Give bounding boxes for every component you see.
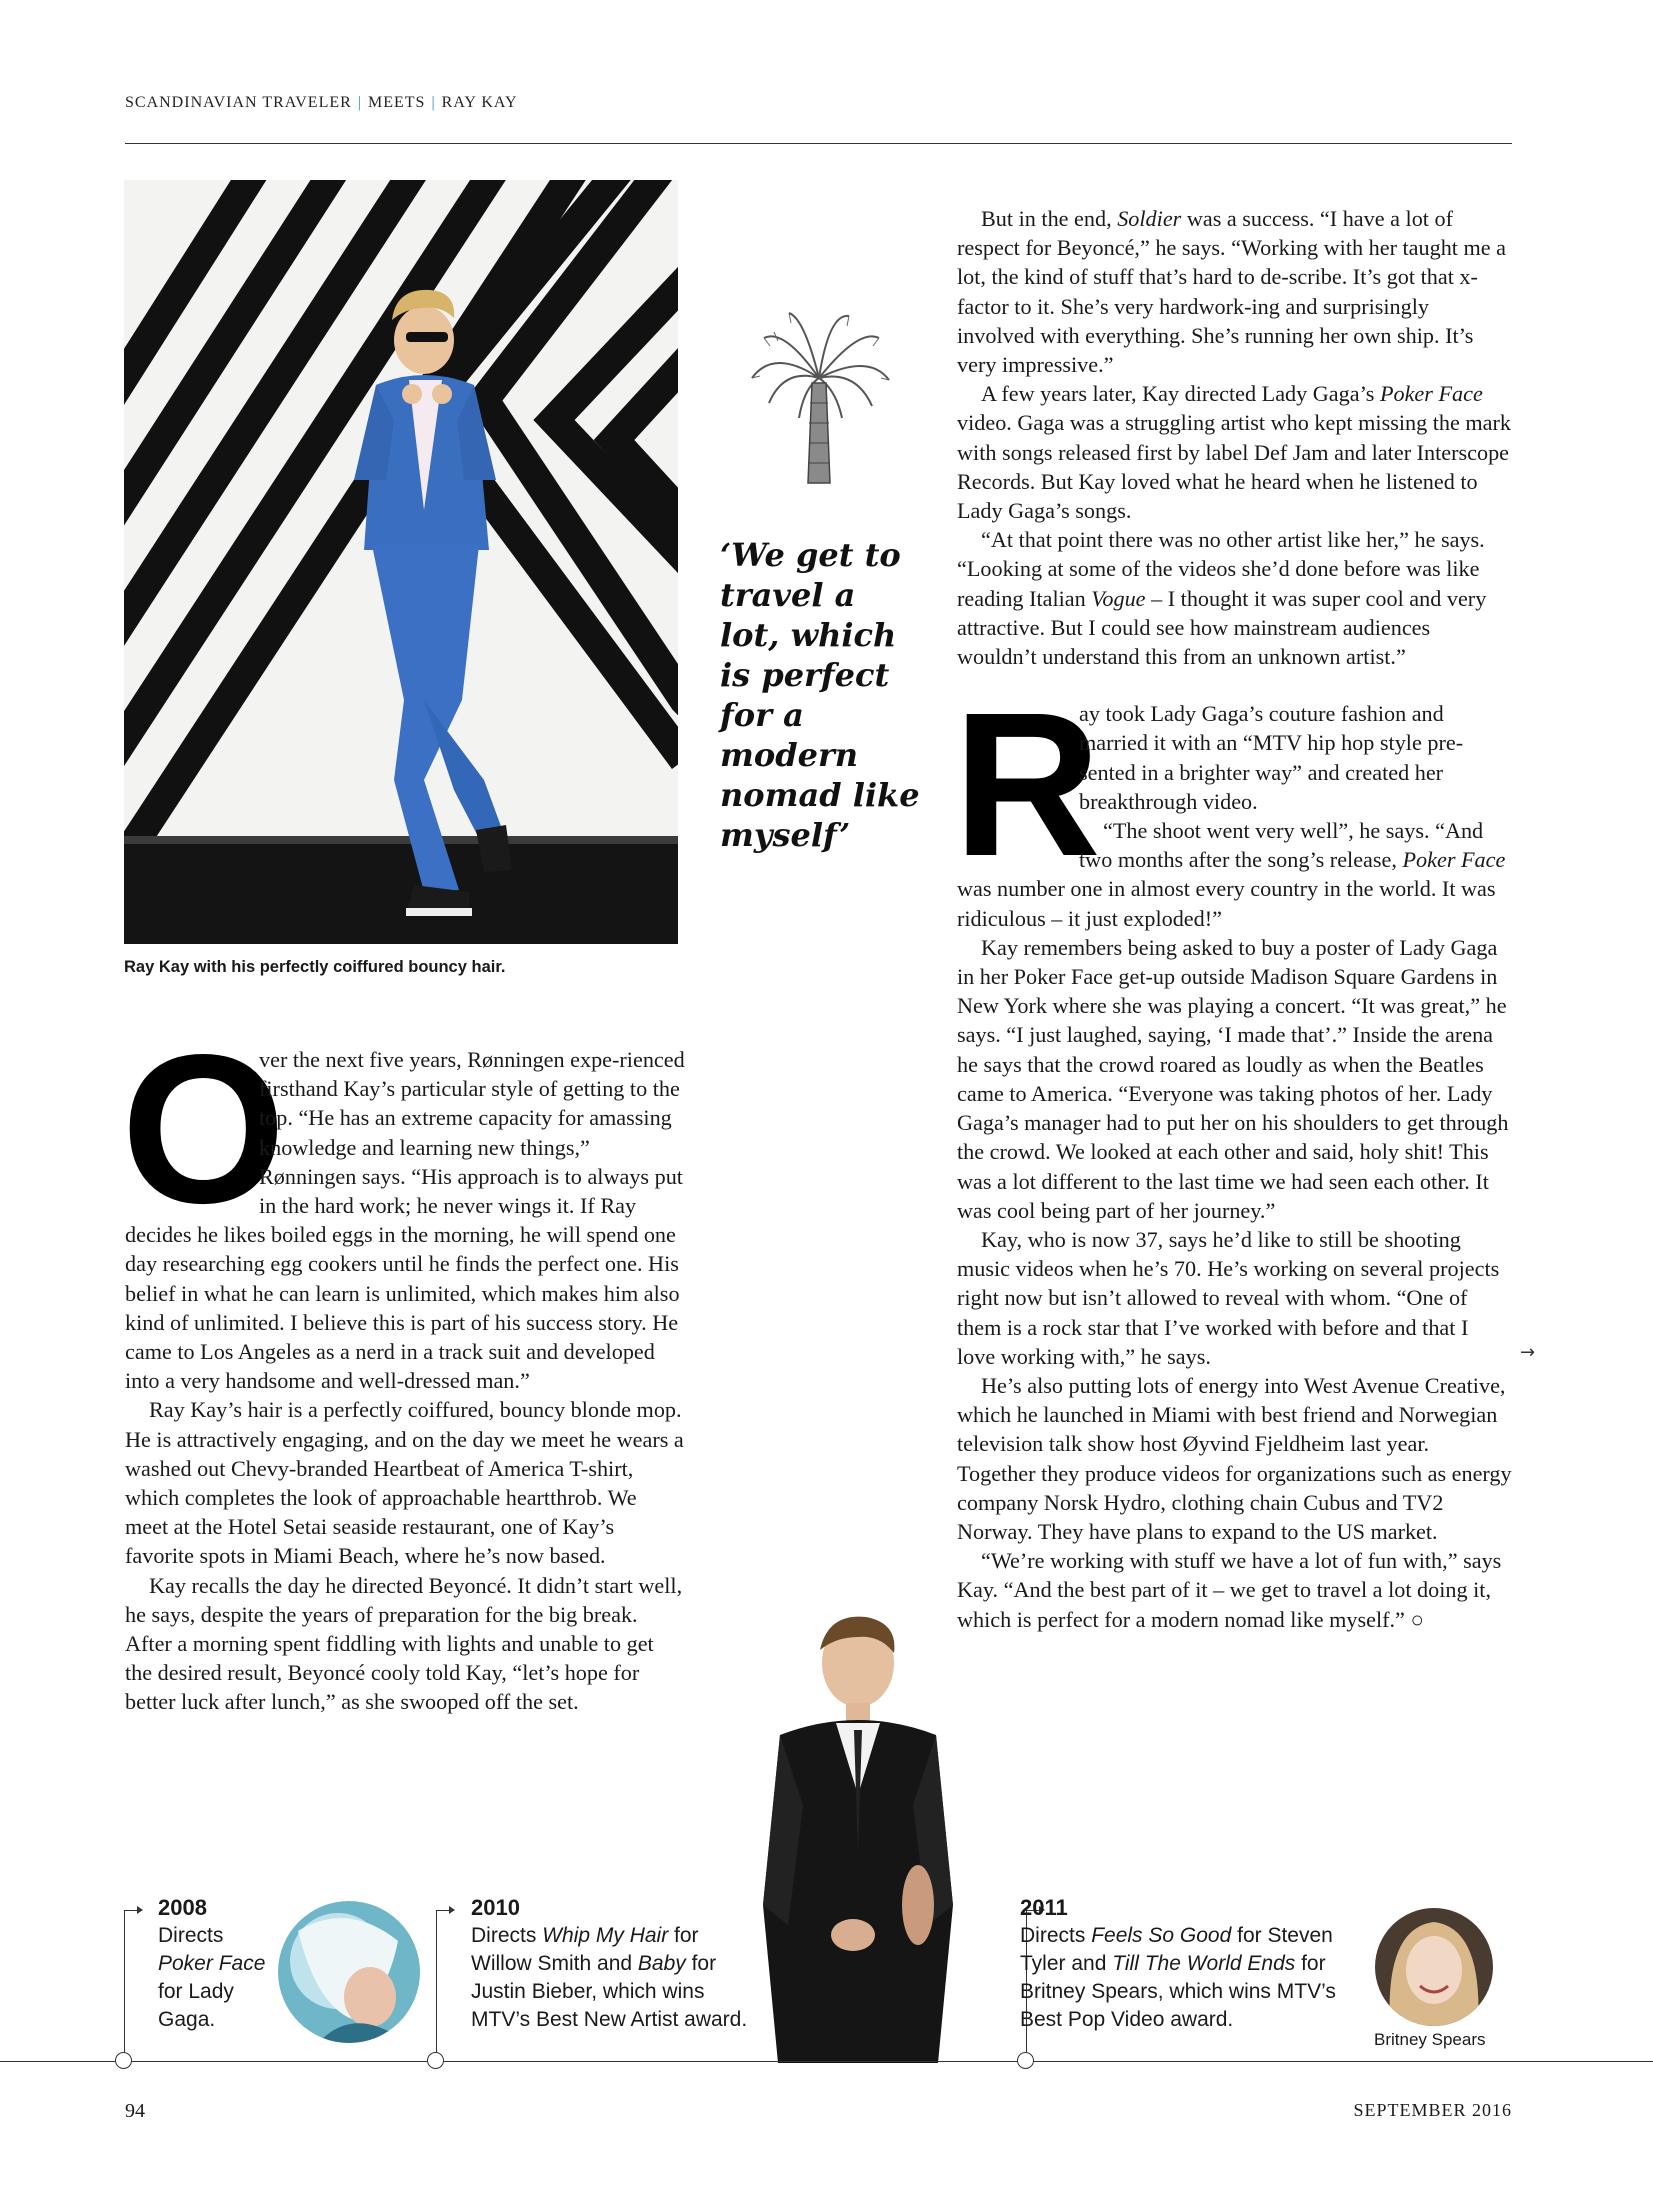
drop-cap: O xyxy=(121,1010,286,1247)
timeline-text: for Steven xyxy=(1231,1924,1333,1947)
timeline-text: Britney Spears, which wins MTV’s xyxy=(1020,1980,1336,2003)
paragraph: ay took Lady Gaga’s couture fashion and married it with an “MTV hip hop style pre-sented in a brighter way” and created her breakthrough video. xyxy=(1079,701,1464,814)
drop-cap: R xyxy=(953,670,1102,900)
title-italic: Poker Face xyxy=(1379,381,1483,407)
paragraph xyxy=(957,1546,1512,1634)
timeline-text: Justin Bieber, which wins xyxy=(471,1980,705,2003)
text-run: was a success. “I have a lot of respect for Beyoncé,” he says. “Working with her taught me a lot, the kind of stuff that’s hard to de-scribe. It’s got that x-factor to it. She’s very hardwork-ing and surprisingly involved with everything. She’s running her own ship. It’s very impressive.” xyxy=(957,206,1507,378)
paragraph xyxy=(957,379,1512,525)
text-run: video. Gaga was a struggling artist who kept missing the mark with songs released first by label Def Jam and later Interscope Records. But Kay loved what he heard when he listened to Lady Gaga’s songs. xyxy=(957,410,1511,524)
text-run: “At that point there was no other artist like her,” he says. “Looking at some of the videos she’d done before was like reading Italian xyxy=(957,527,1485,611)
paragraph: Kay, who is now 37, says he’d like to still be shooting music videos when he’s 70. He’s working on several projects right now but isn’t allowed to reveal with whom. “One of them is a rock star that I’ve worked with before and that I love working with,” he says. xyxy=(957,1226,1500,1369)
timeline-node xyxy=(1017,2052,1034,2069)
paragraph xyxy=(957,204,1512,379)
timeline-year: 2010 xyxy=(471,1895,520,1920)
text-run: – I thought it was super cool and very attractive. But I could see how mainstream audiences wouldn’t understand this from an unknown artist.” xyxy=(957,585,1487,670)
title-italic: Till The World Ends xyxy=(1112,1952,1296,1975)
timeline-connector xyxy=(436,1910,437,2053)
text-run: A few years later, Kay directed Lady Gaga’s xyxy=(981,381,1380,407)
britney-spears-portrait xyxy=(1375,1908,1493,2026)
header-section: SCANDINAVIAN TRAVELER xyxy=(125,94,352,111)
justin-bieber-photo xyxy=(758,1605,958,2063)
timeline-text: Gaga. xyxy=(158,2008,216,2031)
timeline-text: Directs xyxy=(158,1924,224,1947)
text-run: But in the end, xyxy=(981,206,1118,231)
timeline-year: 2008 xyxy=(158,1895,207,1920)
timeline-node xyxy=(427,2052,444,2069)
continue-arrow-icon: → xyxy=(1520,1342,1536,1363)
title-italic: Vogue xyxy=(1091,585,1146,611)
timeline-text: for Lady xyxy=(158,1980,234,2003)
paragraph xyxy=(957,525,1512,671)
timeline-text: Directs xyxy=(471,1924,543,1947)
pull-quote: ‘We get to travel a lot, which is perfect for a modern nomad like myself’ xyxy=(720,536,920,854)
text-run: “The shoot went very well”, he says. “And two months after the song’s release, xyxy=(1079,818,1484,873)
timeline-text: for xyxy=(1295,1952,1326,1975)
title-italic: Poker Face xyxy=(158,1952,266,1975)
ray-kay-illustration xyxy=(124,180,678,944)
issue-date: SEPTEMBER 2016 xyxy=(1353,2100,1512,2120)
paragraph: Kay recalls the day he directed Beyoncé. It didn’t start well, he says, despite the years of preparation for the big break. After a morning spent fiddling with lights and unable to get the desired result, Beyoncé cooly told Kay, “let’s hope for better luck after lunch,” as she swooped off the set. xyxy=(125,1572,683,1715)
header-subject: RAY KAY xyxy=(441,94,518,111)
paragraph: ver the next five years, Rønningen expe-rienced firsthand Kay’s particular style of getting to the top. “He has an extreme capacity for amassing knowledge and learning new things,” Rønningen says. “His approach is to always put in the hard work; he never wings it. If Ray decides he likes boiled eggs in the morning, he will spend one day researching egg cookers until he finds the perfect one. His belief in what he can learn is unlimited, which makes him also kind of unlimited. I believe this is part of his success story. He came to Los Angeles as a nerd in a track suit and developed into a very handsome and well-dressed man.” xyxy=(125,1047,685,1394)
timeline-connector xyxy=(124,1910,125,2053)
title-italic: Whip My Hair xyxy=(542,1924,669,1947)
header-separator: | xyxy=(357,94,362,111)
running-header xyxy=(125,94,518,112)
header-divider xyxy=(125,143,1512,144)
header-category: MEETS xyxy=(368,94,426,111)
body-column-left xyxy=(121,1010,685,1717)
end-mark-icon: ○ xyxy=(1410,1606,1424,1632)
page-number: 94 xyxy=(125,2100,145,2122)
timeline-text: Best Pop Video award. xyxy=(1020,2008,1234,2031)
text-run: was number one in almost every country in the world. It was ridiculous – it just exploded!” xyxy=(957,876,1496,931)
photo-caption: Ray Kay with his perfectly coiffured bouncy hair. xyxy=(124,958,506,976)
timeline-text: Tyler and xyxy=(1020,1952,1113,1975)
text-run: “We’re working with stuff we have a lot of fun with,” says Kay. “And the best part of it – we get to travel a lot doing it, which is perfect for a modern nomad like myself.” xyxy=(957,1548,1502,1632)
timeline-entry-2011 xyxy=(1020,1894,1360,2034)
header-separator: | xyxy=(431,94,436,111)
body-column-right xyxy=(953,204,1512,1634)
timeline-text: for xyxy=(668,1924,699,1947)
timeline-text: for xyxy=(685,1952,717,1975)
timeline-text: Directs xyxy=(1020,1924,1092,1947)
timeline-entry-2008 xyxy=(158,1894,278,2034)
paragraph: He’s also putting lots of energy into West Avenue Creative, which he launched in Miami with best friend and Norwegian television talk show host Øyvind Fjeldheim last year. Together they produce videos for organizations such as energy company Norsk Hydro, clothing chain Cubus and TV2 Norway. They have plans to expand to the US market. xyxy=(957,1372,1512,1544)
paragraph: Kay remembers being asked to buy a poster of Lady Gaga in her Poker Face get-up outside Madison Square Gardens in New York where she was playing a concert. “It was great,” he says. “I just laughed, saying, ‘I made that’.” Inside the arena he says that the crowd roared as loudly as when the Beatles came to America. “Everyone was taking photos of her. Lady Gaga’s manager had to put her on his shoulders to get through the crowd. We looked at each other and said, holy shit! This was a lot different to the last time we had seen each other. It was cool being part of her journey.” xyxy=(957,934,1509,1223)
timeline-pointer-icon xyxy=(124,1910,138,1911)
timeline-node xyxy=(115,2052,132,2069)
timeline-pointer-icon xyxy=(436,1910,450,1911)
timeline-text: Willow Smith and xyxy=(471,1952,638,1975)
palm-tree-icon xyxy=(744,308,894,488)
timeline-entry-2010 xyxy=(471,1894,771,2034)
lady-gaga-portrait xyxy=(278,1901,420,2043)
title-italic: Poker Face xyxy=(1402,847,1506,873)
portrait-caption: Britney Spears xyxy=(1374,2030,1486,2049)
title-italic: Soldier xyxy=(1117,206,1182,231)
ray-kay-photo xyxy=(124,180,678,944)
timeline-year: 2011 xyxy=(1020,1895,1068,1920)
paragraph: Ray Kay’s hair is a perfectly coiffured, bouncy blonde mop. He is attractively engaging, and on the day we meet he wears a washed out Chevy-branded Heartbeat of America T-shirt, which completes the look of approachable heartthrob. We meet at the Hotel Setai seaside restaurant, one of Kay’s favorite spots in Miami Beach, where he’s now based. xyxy=(125,1397,684,1569)
timeline-rule xyxy=(0,2061,1653,2062)
title-italic: Baby xyxy=(637,1952,686,1975)
timeline-text: MTV’s Best New Artist award. xyxy=(471,2008,748,2031)
title-italic: Feels So Good xyxy=(1091,1924,1232,1947)
